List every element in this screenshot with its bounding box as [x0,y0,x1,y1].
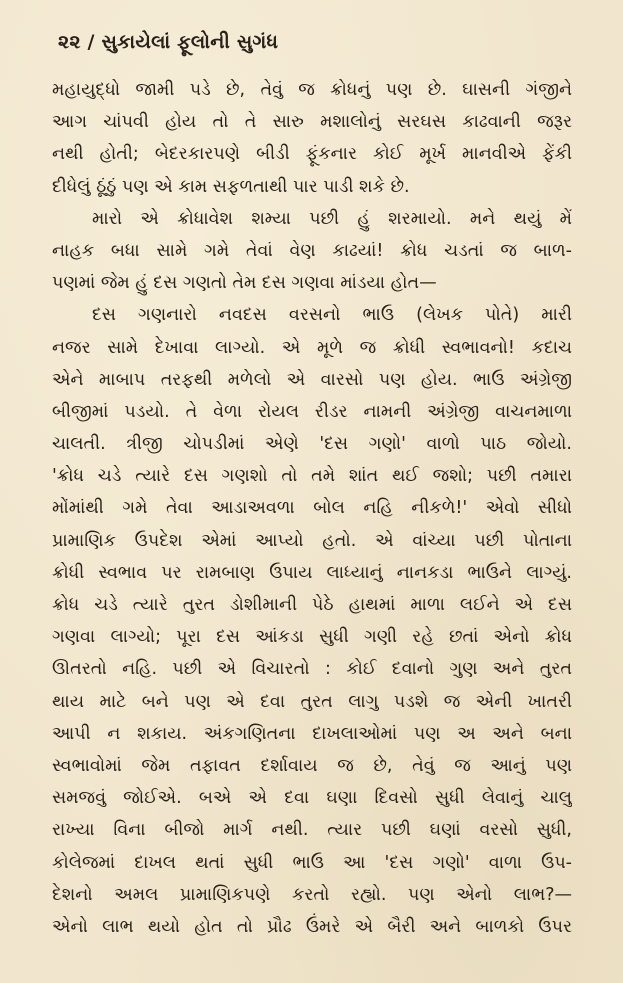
text-line: પણમાં જેમ હું દસ ગણતો તેમ દસ ગણવા માંડયા હોત— [52,273,437,294]
text-line: કોલેજમાં દાખલ થતાં સુધી ભાઉ આ 'દસ ગણો' વાળા ઉપ- [52,852,572,873]
text-line: 'ક્રોધ ચડે ત્યારે દસ ગણશો તો તમે શાંત થઈ જશો; પછી તમારા [52,466,572,487]
text-line: આગ ચાંપવી હોય તો તે સારુ મશાલોનું સરઘસ કાઢવાની જરૂર [52,112,572,133]
text-line: એને માબાપ તરફથી મળેલો એ વારસો પણ હોય. ભાઉ અંગ્રેજી [52,369,572,390]
text-line: નથી હોતી; બેદરકારપણે બીડી ફૂંકનાર કોઈ મૂર્ખ માનવીએ ફેંકી [52,144,572,165]
text-line: દસ ગણનારો નવદસ વરસનો ભાઉ (લેખક પોતે) મારી [92,305,572,326]
text-line: આપી ન શકાય. અંકગણિતના દાખલાઓમાં પણ અ અને બના [52,723,572,744]
text-line: નજર સામે દેખાવા લાગ્યો. એ મૂળે જ ક્રોધી સ્વભાવનો! કદાચ [52,337,572,358]
text-line: મારો એ ક્રોધાવેશ શમ્યા પછી હું શરમાયો. મને થયું મેં [92,208,572,229]
text-line: ક્રોધ ચડે ત્યારે તુરત ડોશીમાની પેઠે હાથમાં માળા લઈને એ દસ [52,595,572,615]
text-line: પ્રામાણિક ઉપદેશ એમાં આપ્યો હતો. એ વાંચ્યા પછી પોતાના [52,530,572,551]
text-line: ઊતરતો નહિ. પછી એ વિચારતો : કોઈ દવાનો ગુણ અને તુરત [52,659,572,680]
running-head: ૨૨ / સુકાયેલાં ફૂલોની સુગંધ [58,31,279,53]
text-line: થાય માટે બને પણ એ દવા તુરત લાગુ પડશે જ એની ખાતરી [52,691,572,712]
text-line: બીજીમાં પડયો. તે વેળા રોયલ રીડર નામની અંગ્રેજી વાચનમાળા [52,401,572,422]
text-line: એનો લાભ થયો હોત તો પ્રૌઢ ઉંમરે એ બૈરી અને બાળકો ઉપર [52,916,572,937]
text-line: મહાયુદ્ધો જામી પડે છે, તેવું જ ક્રોધનું પણ છે. ઘાસની ગંજીને [52,80,572,100]
text-line: સ્વભાવોમાં જેમ તફાવત દર્શાવાય જ છે, તેવું જ આનું પણ [52,755,572,776]
body-text [52,74,572,943]
text-line: ચાલતી. ત્રીજી ચોપડીમાં એણે 'દસ ગણો' વાળો પાઠ જોયો. [52,434,572,455]
text-line: ક્રોધી સ્વભાવ પર રામબાણ ઉપાય લાધ્યાનું નાનકડા ભાઉને લાગ્યું. [52,562,572,583]
text-line: દીધેલું ઠૂંઠું પણ એ કામ સફળતાથી પાર પાડી શકે છે. [52,176,410,197]
text-line: રાખ્યા વિના બીજો માર્ગ નથી. ત્યાર પછી ઘણાં વરસો સુધી, [52,820,572,841]
text-line: મોંમાંથી ગમે તેવા આડાઅવળા બોલ નહિ નીકળે!' એવો સીધો [52,498,572,519]
text-line: દેશનો અમલ પ્રામાણિકપણે કરતો રહ્યો. પણ એનો લાભ?— [52,884,572,905]
text-line: સમજવું જોઈએ. બએ એ દવા ઘણા દિવસો સુધી લેવાનું ચાલુ [52,788,572,809]
text-line: ગણવા લાગ્યો; પૂરા દસ આંકડા સુધી ગણી રહે છતાં એનો ક્રોધ [52,627,572,648]
text-line: નાહક બધા સામે ગમે તેવાં વેણ કાઢયાં! ક્રોધ ચડતાં જ બાળ- [52,240,572,261]
